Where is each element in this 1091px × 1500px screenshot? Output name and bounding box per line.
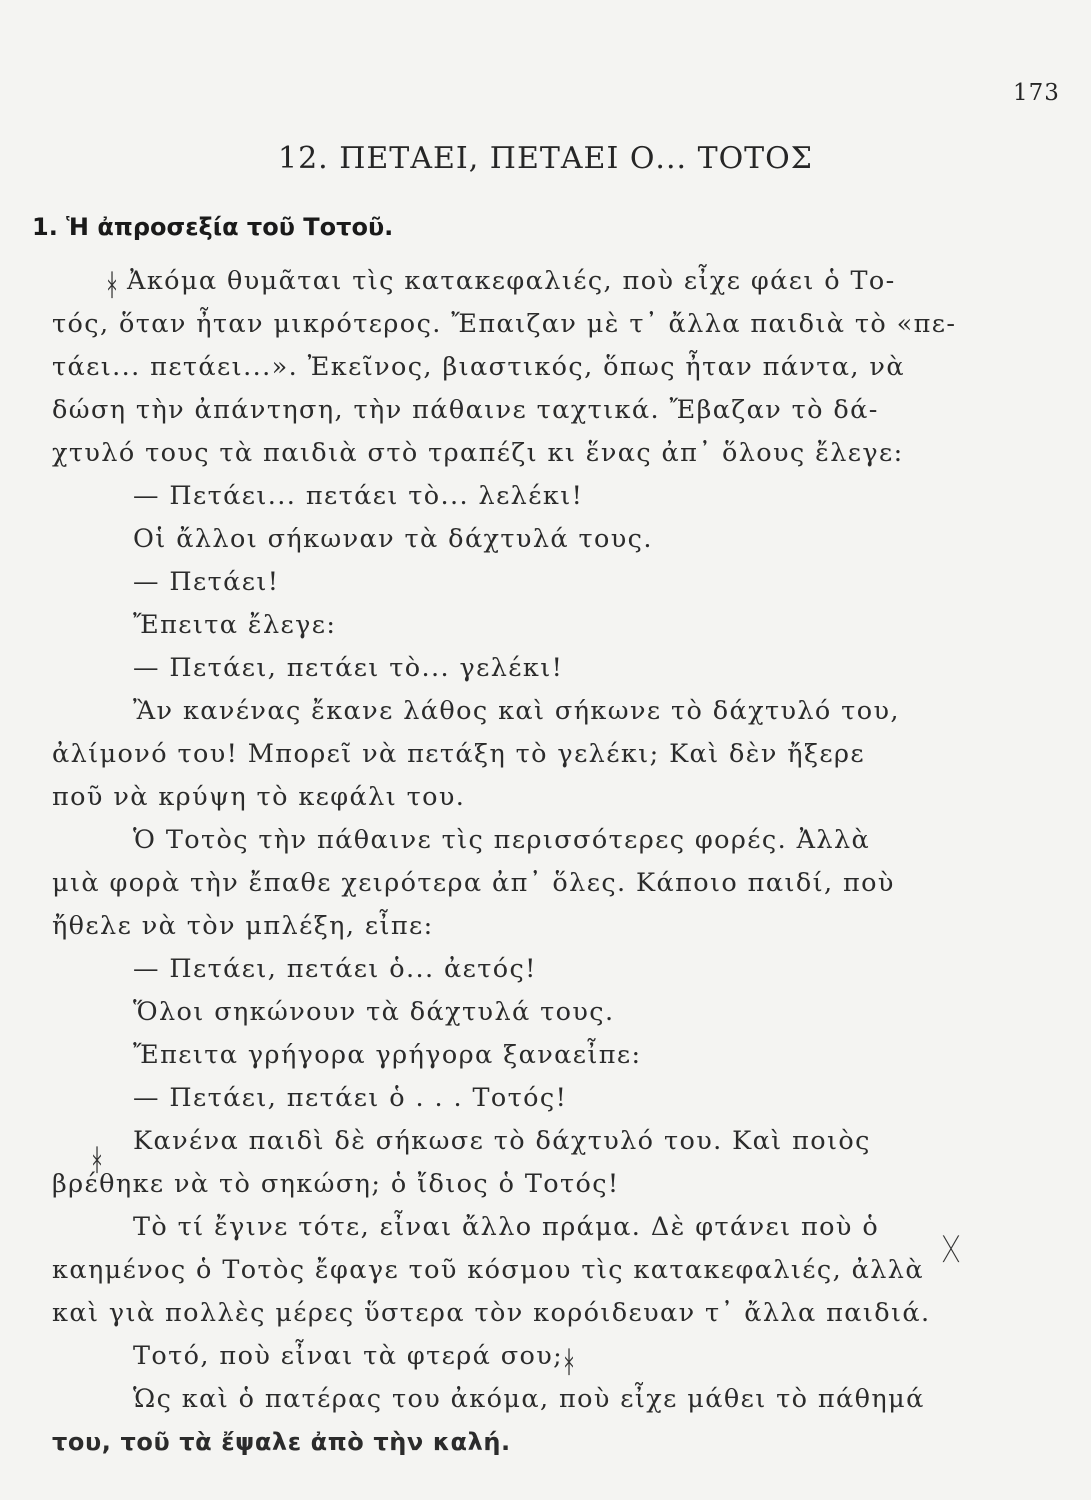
text-line: τός, ὅταν ἦταν μικρότερος. Ἔπαιζαν μὲ τ᾽ ἄλλα παιδιὰ τὸ «πε- <box>52 309 957 339</box>
text-line: δώση τὴν ἀπάντηση, τὴν πάθαινε ταχτικά. Ἔβαζαν τὸ δά- <box>52 395 879 425</box>
text-line: Ἀκόμα θυμᾶται τὶς κατακεφαλιές, ποὺ εἶχε φάει ὁ Το- <box>127 266 896 296</box>
text-line: βρέθηκε νὰ τὸ σηκώση; ὁ ἴδιος ὁ Τοτός! <box>52 1169 620 1199</box>
section-heading: 1. Ἡ ἀπροσεξία τοῦ Τοτοῦ. <box>32 213 394 241</box>
text-line: ποῦ νὰ κρύψη τὸ κεφάλι του. <box>52 782 466 812</box>
margin-mark-icon: ᚼ <box>103 268 121 303</box>
text-line: καὶ γιὰ πολλὲς μέρες ὕστερα τὸν κορόιδευαν τ᾽ ἄλλα παιδιά. <box>52 1298 931 1328</box>
text-line: ἀλίμονό του! Μπορεῖ νὰ πετάξη τὸ γελέκι; Καὶ δὲν ἤξερε <box>52 739 866 769</box>
text-line: Τοτό, ποὺ εἶναι τὰ φτερά σου; <box>133 1341 564 1371</box>
text-line: του, τοῦ τὰ ἔψαλε ἀπὸ τὴν καλή. <box>52 1428 511 1456</box>
text-line: Τὸ τί ἔγινε τότε, εἶναι ἄλλο πράμα. Δὲ φτάνει ποὺ ὁ <box>133 1212 880 1242</box>
chapter-title: 12. ΠΕΤΑΕΙ, ΠΕΤΑΕΙ Ο... ΤΟΤΟΣ <box>278 141 813 176</box>
margin-mark-icon: ᚼ <box>560 1345 578 1380</box>
text-line: — Πετάει... πετάει τὸ... λελέκι! <box>133 481 584 511</box>
text-line: Ὁ Τοτὸς τὴν πάθαινε τὶς περισσότερες φορές. Ἀλλὰ <box>133 825 871 855</box>
text-line: — Πετάει, πετάει τὸ... γελέκι! <box>133 653 564 683</box>
page-number: 173 <box>1013 80 1060 106</box>
text-line: Ἂν κανένας ἔκανε λάθος καὶ σήκωνε τὸ δάχτυλό του, <box>133 696 900 726</box>
text-line: μιὰ φορὰ τὴν ἔπαθε χειρότερα ἀπ᾽ ὅλες. Κάποιο παιδί, ποὺ <box>52 868 895 898</box>
text-line: καημένος ὁ Τοτὸς ἔφαγε τοῦ κόσμου τὶς κατακεφαλιές, ἀλλὰ <box>52 1255 924 1285</box>
margin-mark-icon: ᚷ <box>942 1232 960 1267</box>
text-line: ἤθελε νὰ τὸν μπλέξη, εἶπε: <box>52 911 434 941</box>
text-line: Οἱ ἄλλοι σήκωναν τὰ δάχτυλά τους. <box>133 524 653 554</box>
text-line: — Πετάει, πετάει ὁ . . . Τοτός! <box>133 1083 568 1113</box>
text-line: Ἔπειτα ἔλεγε: <box>133 610 337 640</box>
text-line: Ἔπειτα γρήγορα γρήγορα ξαναεἶπε: <box>133 1040 642 1070</box>
text-line: — Πετάει, πετάει ὁ... ἀετός! <box>133 954 537 984</box>
margin-mark-icon: ᚼ <box>88 1143 106 1178</box>
text-line: Ὡς καὶ ὁ πατέρας του ἀκόμα, ποὺ εἶχε μάθει τὸ πάθημά <box>133 1384 925 1414</box>
text-line: χτυλό τους τὰ παιδιὰ στὸ τραπέζι κι ἕνας ἀπ᾽ ὅλους ἔλεγε: <box>52 438 904 468</box>
text-line: — Πετάει! <box>133 567 280 597</box>
text-line: Κανένα παιδὶ δὲ σήκωσε τὸ δάχτυλό του. Καὶ ποιὸς <box>133 1126 871 1156</box>
text-line: Ὅλοι σηκώνουν τὰ δάχτυλά τους. <box>133 997 615 1027</box>
text-line: τάει... πετάει...». Ἐκεῖνος, βιαστικός, ὅπως ἦταν πάντα, νὰ <box>52 352 905 382</box>
